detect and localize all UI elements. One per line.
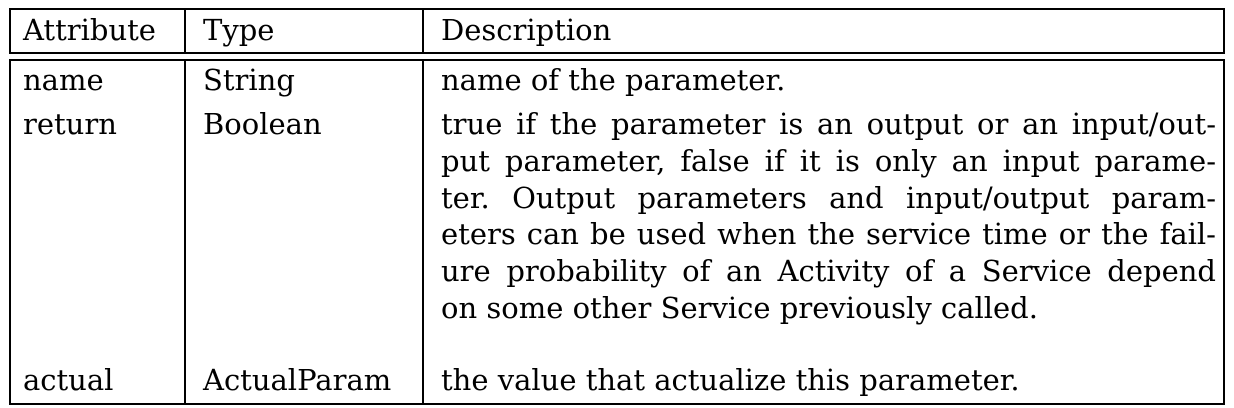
body-col-divider-2	[422, 59, 424, 405]
body-left-border	[9, 59, 11, 405]
body-col-divider-1	[184, 59, 186, 405]
header-col-divider-2	[422, 8, 424, 54]
row-name-description	[441, 62, 1216, 99]
table-bottom-rule	[9, 403, 1225, 405]
description-line: ter. Output parameters and input/output param-	[441, 180, 1216, 215]
row-actual-description	[441, 362, 1216, 399]
body-right-border	[1223, 59, 1225, 405]
description-line: eters can be used when the service time or the fail-	[441, 217, 1216, 252]
row-return-type: Boolean	[203, 107, 322, 141]
row-return-description	[441, 106, 1216, 327]
row-return-attribute: return	[23, 107, 117, 141]
description-line: name of the parameter.	[441, 63, 786, 97]
header-type: Type	[203, 13, 275, 47]
description-line: put parameter, false if it is only an input parame-	[441, 143, 1216, 178]
row-name-attribute: name	[23, 63, 104, 97]
row-actual-attribute: actual	[23, 363, 114, 397]
header-right-border	[1223, 8, 1225, 54]
header-left-border	[9, 8, 11, 54]
row-actual-type: ActualParam	[203, 363, 392, 397]
header-bottom-rule	[9, 52, 1225, 54]
description-line: on some other Service previously called.	[441, 290, 1038, 325]
table-top-rule	[9, 8, 1225, 10]
header-description: Description	[441, 13, 612, 47]
row-name-type: String	[203, 63, 295, 97]
body-top-rule	[9, 59, 1225, 61]
header-col-divider-1	[184, 8, 186, 54]
description-line: the value that actualize this parameter.	[441, 363, 1020, 397]
description-line: true if the parameter is an output or an input/out-	[441, 107, 1216, 141]
header-attribute: Attribute	[23, 13, 156, 47]
description-line: ure probability of an Activity of a Service depend	[441, 254, 1216, 289]
